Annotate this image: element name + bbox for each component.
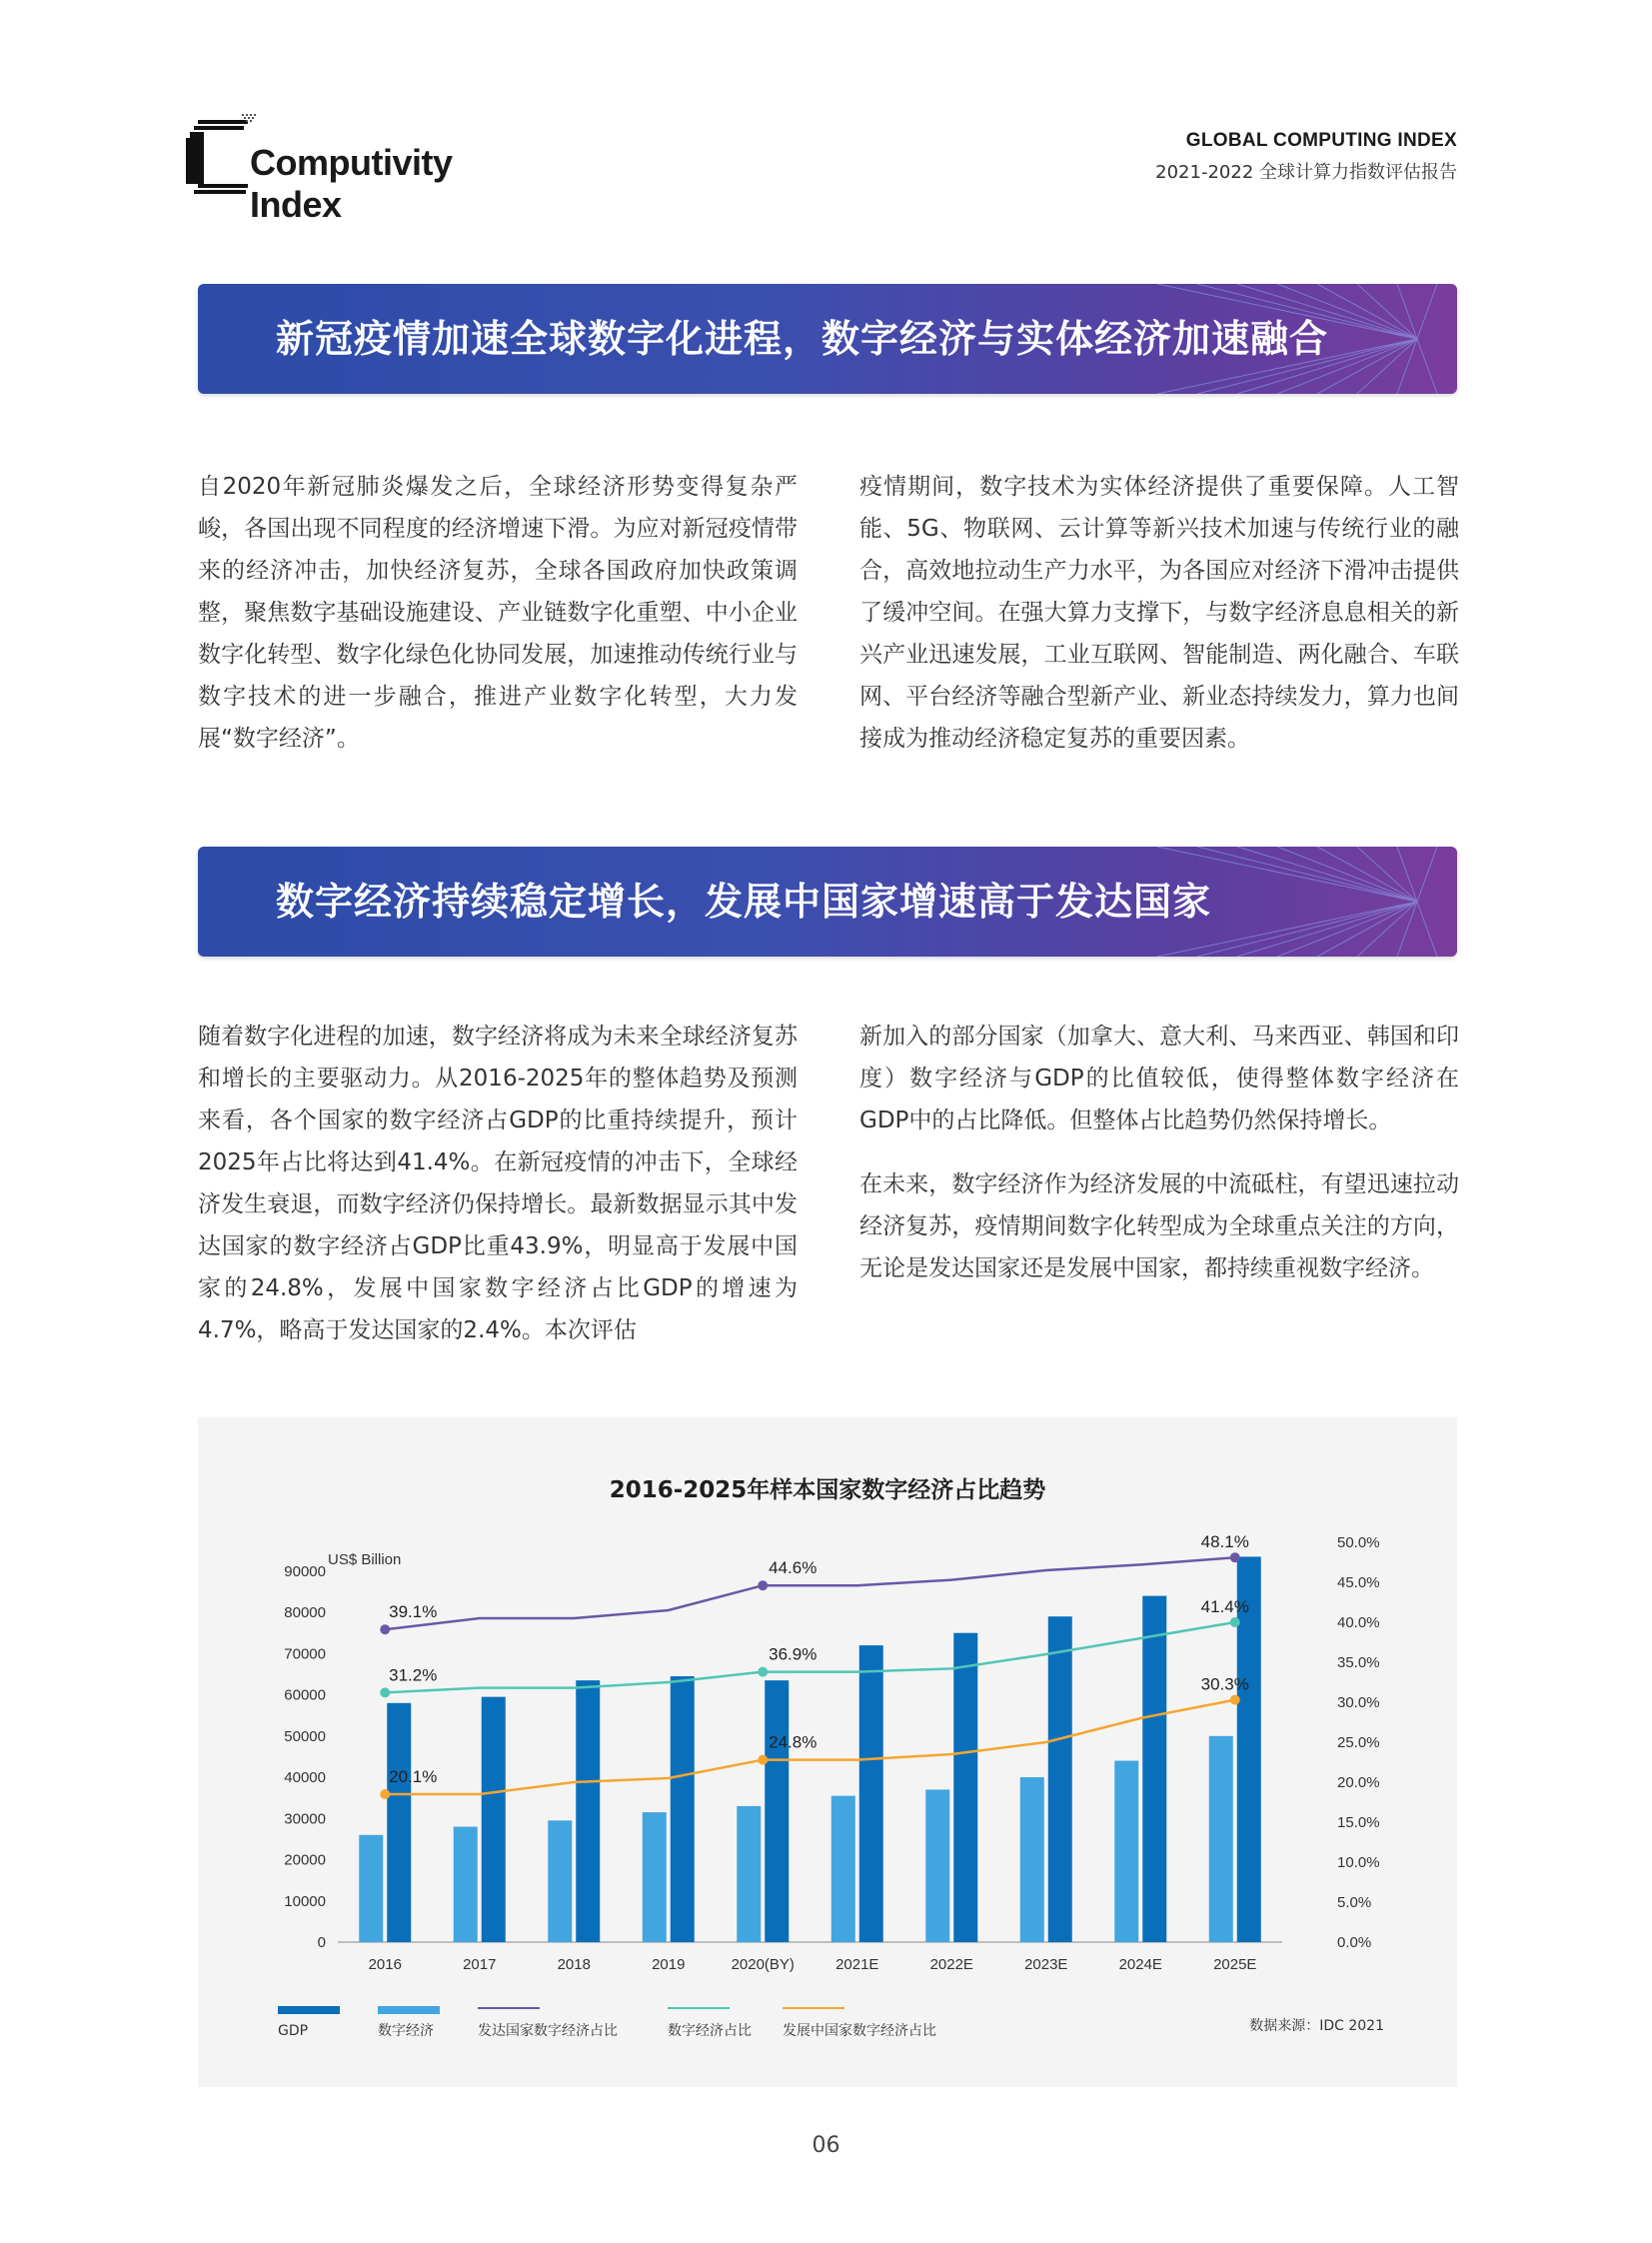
section-title-2: 数字经济持续稳定增长，发展中国家增速高于发达国家	[276, 880, 1212, 924]
page-number: 06	[812, 2133, 840, 2158]
chart-source: 数据来源：IDC 2021	[1249, 2018, 1384, 2034]
digital-economy-bar	[737, 1806, 761, 1942]
line-point-marker	[380, 1624, 390, 1634]
digital-economy-bar	[831, 1796, 855, 1942]
right-tick-label: 30.0%	[1337, 1694, 1380, 1711]
legend-label: 数字经济	[378, 2023, 434, 2039]
data-label: 36.9%	[769, 1644, 818, 1664]
section1-left-paragraph: 自2020年新冠肺炎爆发之后，全球经济形势变得复杂严峻，各国出现不同程度的经济增速下滑。为应对新冠疫情带来的经济冲击，加快经济复苏，全球各国政府加快政策调整，聚焦数字基础设施建设、产业链数字化重塑、中小企业数字化转型、数字化绿色化协同发展，加速推动传统行业与数字技术的进一步融合，推进产业数字化转型，大力发展“数字经济”。	[198, 474, 798, 752]
chart-title: 2016-2025年样本国家数字经济占比趋势	[609, 1477, 1046, 1503]
line-point-marker	[1230, 1617, 1240, 1627]
data-label: 30.3%	[1200, 1674, 1249, 1694]
left-tick-label: 50000	[284, 1727, 326, 1745]
section2-right-column	[859, 1016, 1459, 1289]
report-title-cn: 2021-2022 全球计算力指数评估报告	[1155, 162, 1457, 183]
chart-panel	[198, 1417, 1457, 2087]
data-label: 20.1%	[389, 1767, 438, 1786]
gdp-bar	[859, 1645, 883, 1942]
data-label: 48.1%	[1200, 1532, 1249, 1552]
section-title-1: 新冠疫情加速全球数字化进程，数字经济与实体经济加速融合	[276, 317, 1329, 361]
data-label: 39.1%	[389, 1602, 438, 1622]
right-tick-label: 35.0%	[1337, 1654, 1380, 1671]
x-tick-label: 2019	[652, 1956, 686, 1973]
x-tick-label: 2025E	[1213, 1956, 1257, 1973]
x-tick-label: 2018	[557, 1956, 591, 1973]
x-tick-label: 2022E	[929, 1956, 973, 1973]
right-tick-label: 15.0%	[1337, 1814, 1380, 1831]
report-title-en: GLOBAL COMPUTING INDEX	[1185, 130, 1457, 151]
gdp-bar	[482, 1697, 506, 1942]
gdp-bar	[953, 1633, 977, 1942]
right-tick-label: 5.0%	[1337, 1894, 1372, 1911]
logo	[180, 112, 540, 225]
data-label: 44.6%	[769, 1558, 818, 1578]
right-tick-label: 10.0%	[1337, 1854, 1380, 1871]
x-tick-label: 2024E	[1118, 1956, 1162, 1973]
line-point-marker	[758, 1667, 768, 1677]
left-tick-label: 60000	[284, 1686, 326, 1704]
legend-label: 数字经济占比	[668, 2023, 752, 2039]
section2-left-column	[198, 1016, 798, 1351]
line-point-marker	[758, 1580, 768, 1590]
line-point-marker	[380, 1687, 390, 1697]
section2-left-paragraph: 随着数字化进程的加速，数字经济将成为未来全球经济复苏和增长的主要驱动力。从2016-2025年的整体趋势及预测来看，各个国家的数字经济占GDP的比重持续提升，预计2025年占比将达到41.4%。在新冠疫情的冲击下，全球经济发生衰退，而数字经济仍保持增长。最新数据显示其中发达国家的数字经济占GDP比重43.9%，明显高于发展中国家的24.8%，发展中国家数字经济占比GDP的增速为4.7%，略高于发达国家的2.4%。本次评估	[198, 1024, 798, 1343]
right-tick-label: 50.0%	[1337, 1534, 1380, 1551]
left-axis-label: US$ Billion	[328, 1551, 402, 1568]
computivity-logo-icon	[180, 112, 260, 202]
data-label: 24.8%	[769, 1732, 818, 1752]
section1-right-paragraph: 疫情期间，数字技术为实体经济提供了重要保障。人工智能、5G、物联网、云计算等新兴技术加速与传统行业的融合，高效地拉动生产力水平，为各国应对经济下滑冲击提供了缓冲空间。在强大算力支撑下，与数字经济息息相关的新兴产业迅速发展，工业互联网、智能制造、两化融合、车联网、平台经济等融合型新产业、新业态持续发力，算力也间接成为推动经济稳定复苏的重要因素。	[859, 474, 1459, 752]
digital-economy-bar	[1020, 1777, 1044, 1942]
legend-label: 发达国家数字经济占比	[478, 2023, 618, 2039]
digital-economy-bar	[1209, 1736, 1233, 1942]
left-tick-label: 10000	[284, 1892, 326, 1910]
section1-left-column	[198, 466, 798, 760]
line-point-marker	[758, 1755, 768, 1765]
left-tick-label: 80000	[284, 1604, 326, 1622]
data-label: 31.2%	[389, 1665, 438, 1685]
data-label: 41.4%	[1200, 1597, 1249, 1616]
line-point-marker	[1230, 1552, 1240, 1562]
gdp-bar	[671, 1676, 695, 1942]
section-banner-2	[198, 847, 1457, 957]
x-tick-label: 2020(BY)	[731, 1956, 795, 1973]
left-tick-label: 70000	[284, 1645, 326, 1663]
left-tick-label: 20000	[284, 1851, 326, 1869]
digital-economy-bar	[359, 1835, 383, 1942]
right-tick-label: 45.0%	[1337, 1574, 1380, 1591]
gdp-bar	[765, 1680, 789, 1942]
digital-economy-bar	[925, 1789, 949, 1942]
legend-label: GDP	[278, 2023, 309, 2039]
x-tick-label: 2023E	[1024, 1956, 1068, 1973]
left-tick-label: 30000	[284, 1810, 326, 1828]
gdp-bar	[387, 1703, 411, 1942]
legend-swatch	[278, 2006, 340, 2014]
right-tick-label: 0.0%	[1337, 1934, 1372, 1951]
left-tick-label: 90000	[284, 1562, 326, 1580]
section2-right-paragraph-1: 新加入的部分国家（加拿大、意大利、马来西亚、韩国和印度）数字经济与GDP的比值较低，使得整体数字经济在GDP中的占比降低。但整体占比趋势仍然保持增长。	[859, 1024, 1459, 1133]
gdp-bar	[1142, 1596, 1166, 1942]
right-tick-label: 20.0%	[1337, 1774, 1380, 1791]
left-tick-label: 40000	[284, 1769, 326, 1787]
gdp-bar	[1048, 1616, 1072, 1942]
legend-swatch	[378, 2006, 440, 2014]
x-tick-label: 2016	[368, 1956, 402, 1973]
legend-label: 发展中国家数字经济占比	[783, 2023, 936, 2039]
left-tick-label: 0	[317, 1934, 326, 1951]
x-tick-label: 2017	[463, 1956, 497, 1973]
digital-economy-bar	[1114, 1761, 1138, 1942]
digital-economy-bar	[454, 1827, 478, 1942]
digital-economy-bar	[643, 1812, 667, 1942]
right-tick-label: 40.0%	[1337, 1614, 1380, 1631]
gdp-bar	[576, 1680, 600, 1942]
digital-economy-bar	[548, 1820, 572, 1942]
x-tick-label: 2021E	[835, 1956, 879, 1973]
line-point-marker	[1230, 1695, 1240, 1705]
line-point-marker	[380, 1789, 390, 1799]
report-header	[1155, 130, 1457, 184]
section-banner-1	[198, 284, 1457, 394]
section2-right-paragraph-2: 在未来，数字经济作为经济发展的中流砥柱，有望迅速拉动经济复苏，疫情期间数字化转型成为全球重点关注的方向，无论是发达国家还是发展中国家，都持续重视数字经济。	[859, 1171, 1459, 1281]
logo-text: Computivity Index	[250, 142, 453, 225]
section1-right-column	[859, 466, 1459, 760]
digital-economy-chart	[198, 1417, 1457, 2087]
right-tick-label: 25.0%	[1337, 1734, 1380, 1751]
